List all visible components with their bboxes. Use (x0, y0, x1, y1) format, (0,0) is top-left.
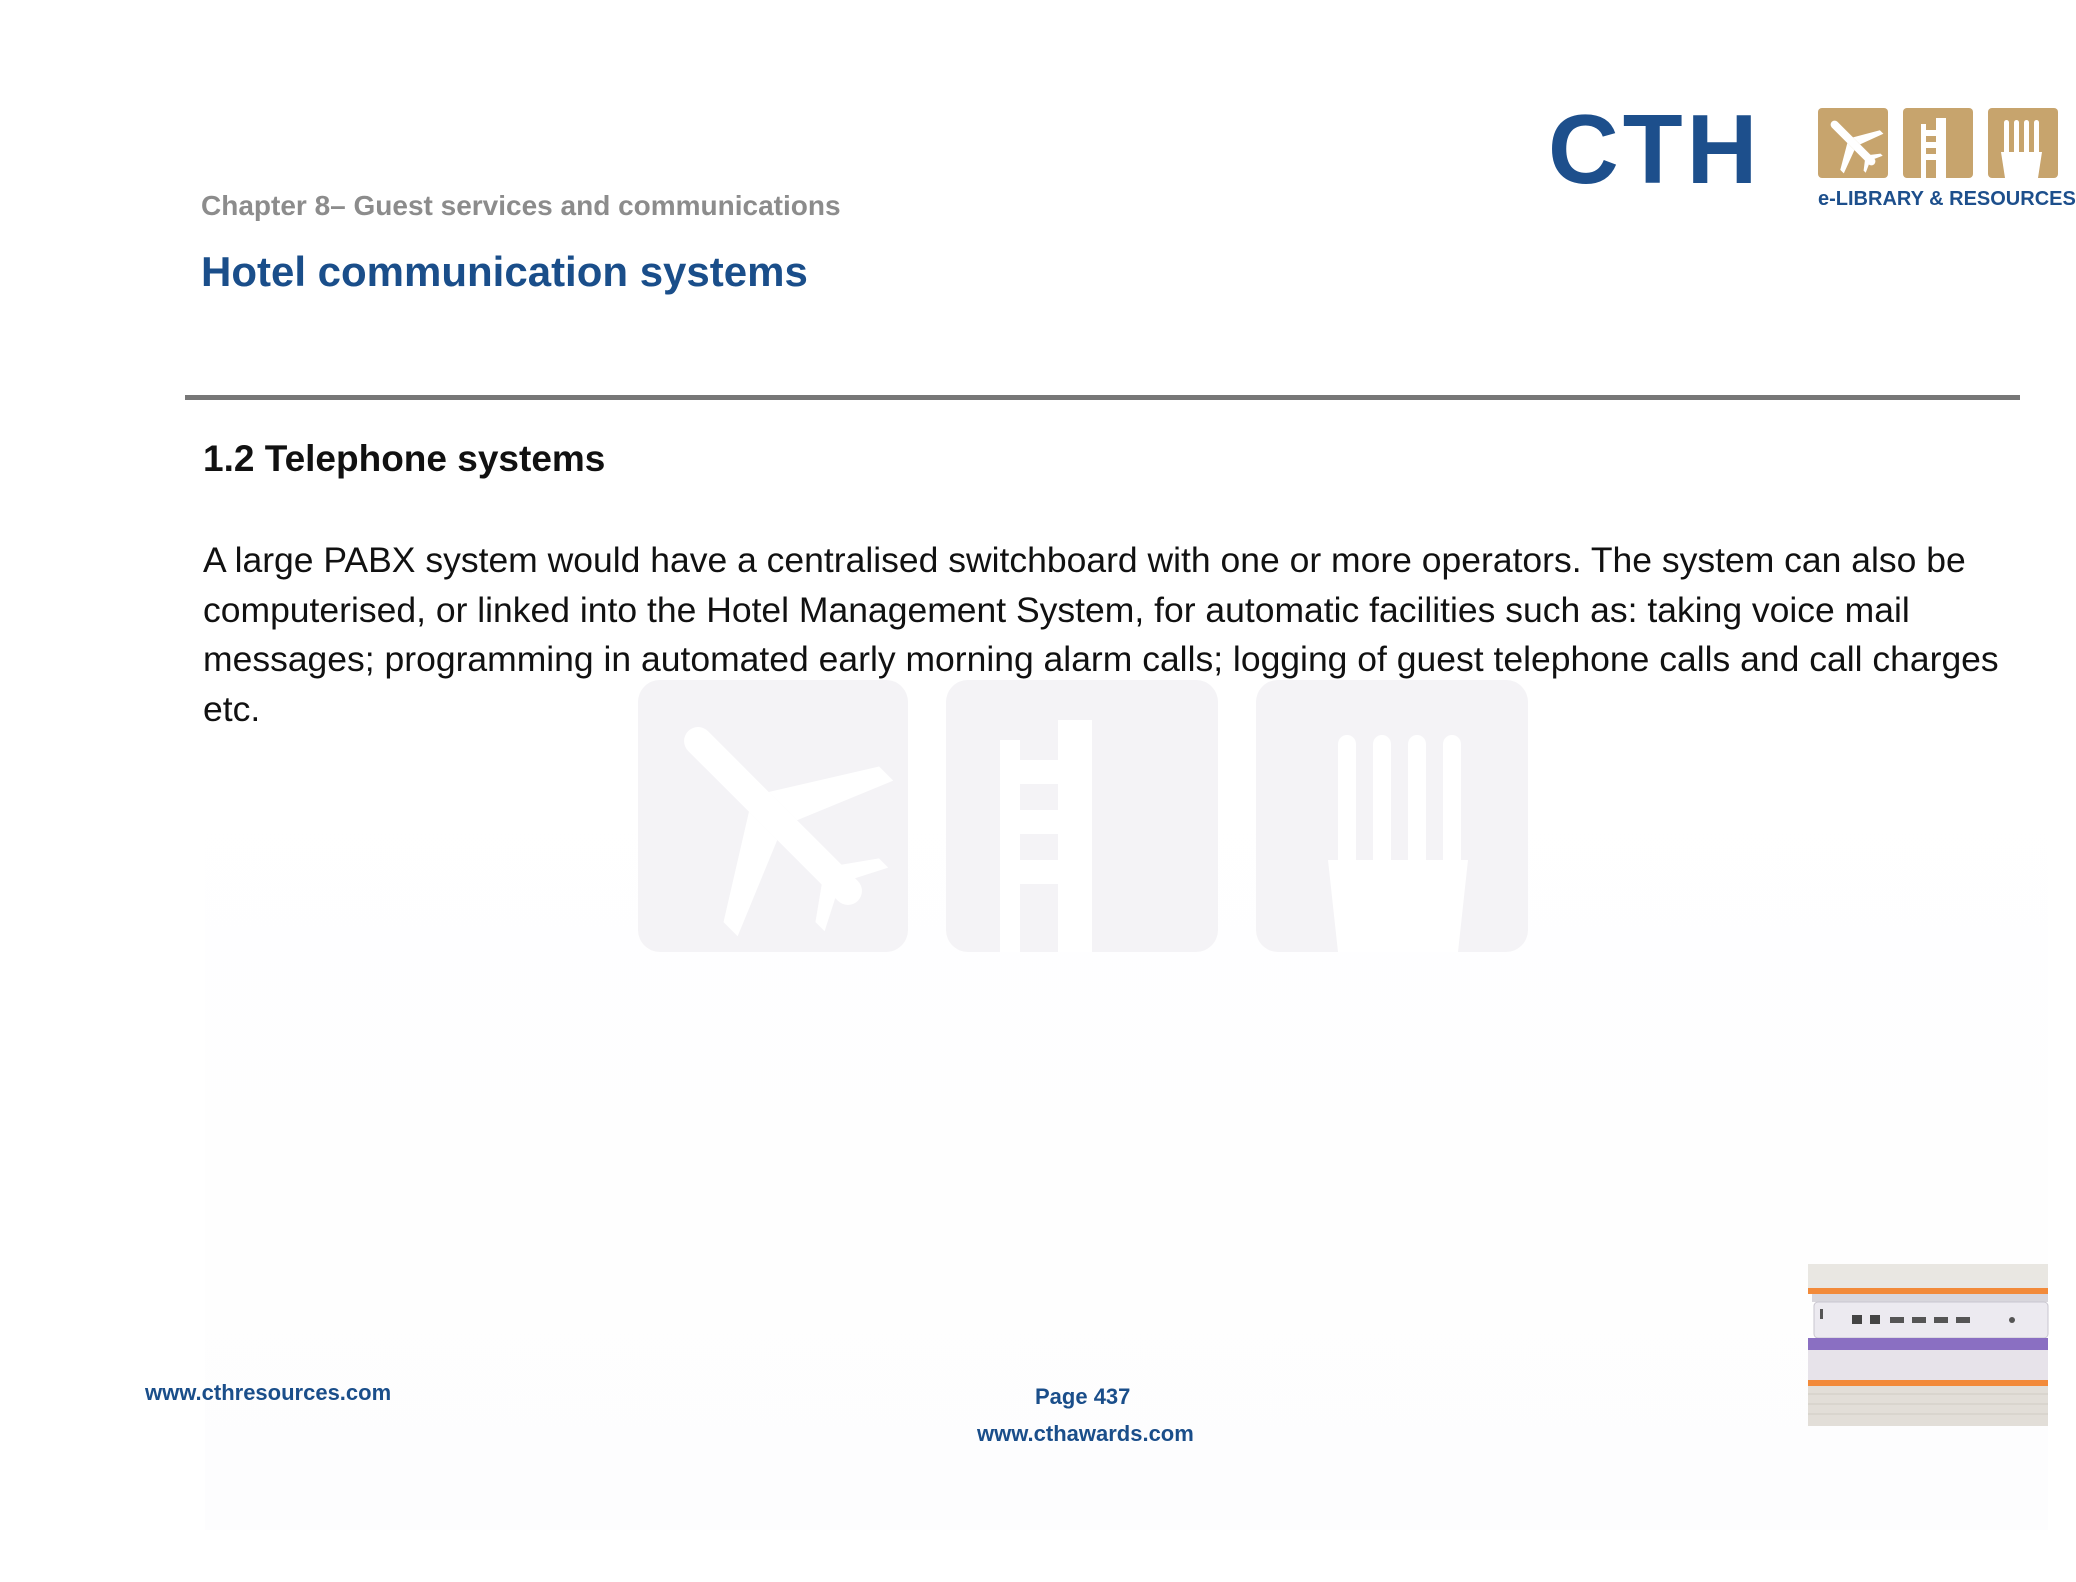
footer-awards-url: www.cthawards.com (977, 1421, 1194, 1446)
logo-brand-text: CTH (1548, 94, 1762, 204)
section-heading: 1.2 Telephone systems (203, 438, 606, 479)
chapter-label: Chapter 8– Guest services and communications (201, 190, 841, 221)
building-icon (1903, 108, 1973, 178)
page-title: Hotel communication systems (201, 248, 808, 295)
header-divider (185, 395, 2020, 400)
pabx-device-image (1800, 1262, 2048, 1432)
airplane-icon (1818, 108, 1888, 178)
cth-logo (1548, 94, 2076, 220)
logo-subtitle: e-LIBRARY & RESOURCES (1818, 188, 2076, 210)
footer-resources-url: www.cthresources.com (145, 1380, 392, 1405)
section-paragraph: A large PABX system would have a centralised switchboard with one or more operators. The system can also be computerised, or linked into the Hotel Management System, for automatic facilities such as: taking voice mail messages; programming in automated early morning alarm calls; logging of guest telephone calls and call charges etc. (203, 540, 1999, 729)
page-number: Page 437 (1035, 1384, 1131, 1409)
fork-icon (1988, 108, 2058, 178)
